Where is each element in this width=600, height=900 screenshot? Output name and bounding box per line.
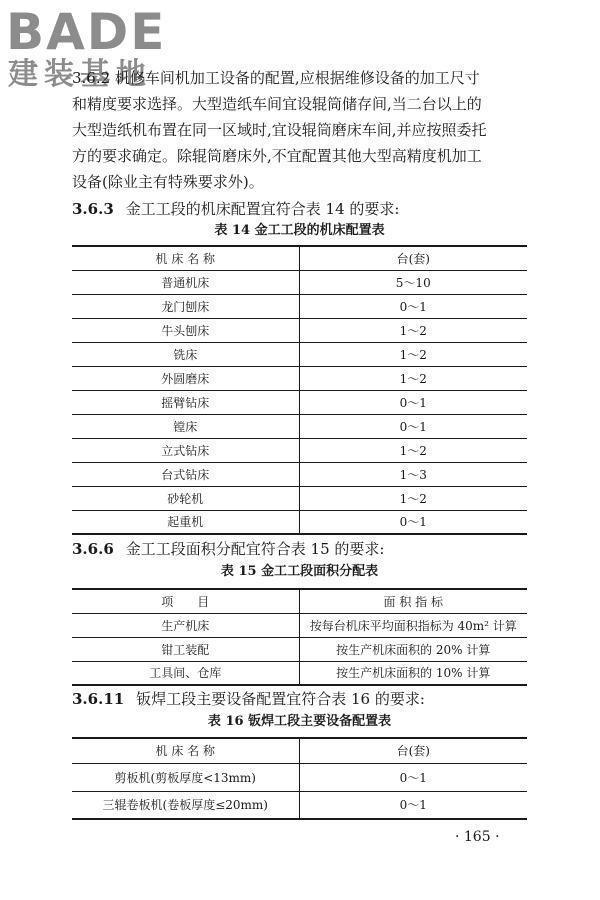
table14-caption: 表 14 金工工段的机床配置表	[214, 223, 385, 238]
table-row	[72, 414, 527, 438]
table-row	[72, 390, 527, 414]
table-cell: 0～1	[299, 414, 527, 438]
section-text: 金工工段面积分配宜符合表 15 的要求:	[125, 540, 385, 558]
table14	[72, 245, 527, 535]
table15	[72, 588, 527, 686]
section-number: 3.6.6	[72, 540, 114, 558]
table-row	[72, 318, 527, 342]
table-cell: 0～1	[299, 510, 527, 534]
watermark-logo-text: BADE	[6, 3, 167, 61]
intro-line-1: 3.6.2 机修车间机加工设备的配置,应根据维修设备的加工尺寸	[72, 69, 480, 87]
table-row	[72, 342, 527, 366]
table-cell: 1～2	[299, 342, 527, 366]
table-cell: 铣床	[72, 342, 299, 366]
table-header-cell: 台(套)	[299, 738, 527, 763]
table15-caption: 表 15 金工工段面积分配表	[220, 564, 379, 579]
table16	[72, 737, 527, 820]
table-row	[72, 294, 527, 318]
table-cell: 按生产机床面积的 20% 计算	[299, 637, 527, 661]
table-row	[72, 613, 527, 637]
table-cell: 5～10	[299, 270, 527, 294]
table-row	[72, 366, 527, 390]
intro-line-4: 方的要求确定。除辊筒磨床外,不宜配置其他大型高精度机加工	[72, 147, 482, 165]
table-row	[72, 661, 527, 685]
section-heading-3-6-11	[72, 688, 425, 710]
table-row	[72, 763, 527, 791]
table-cell: 起重机	[72, 510, 299, 534]
page-number: · 165 ·	[455, 829, 500, 845]
table-cell: 剪板机(剪板厚度<13mm)	[72, 763, 299, 791]
table-cell: 砂轮机	[72, 486, 299, 510]
table-header-cell: 面 积 指 标	[299, 589, 527, 613]
table-cell: 摇臂钻床	[72, 390, 299, 414]
table-header-cell: 机 床 名 称	[72, 738, 299, 763]
table-cell: 0～1	[299, 791, 527, 819]
table-cell: 1～3	[299, 462, 527, 486]
section-number: 3.6.3	[72, 200, 114, 218]
table-cell: 0～1	[299, 390, 527, 414]
table-row	[72, 791, 527, 819]
table16-caption: 表 16 钣焊工段主要设备配置表	[207, 714, 392, 729]
table-row	[72, 510, 527, 534]
table-cell: 0～1	[299, 763, 527, 791]
table-cell: 生产机床	[72, 613, 299, 637]
table-cell: 立式钻床	[72, 438, 299, 462]
table-cell: 1～2	[299, 318, 527, 342]
section-heading-3-6-3	[72, 198, 399, 220]
table-cell: 镗床	[72, 414, 299, 438]
intro-line-2: 和精度要求选择。大型造纸车间宜设辊筒储存间,当二台以上的	[72, 95, 482, 113]
table-cell: 牛头刨床	[72, 318, 299, 342]
table-header-cell: 机 床 名 称	[72, 246, 299, 270]
table-cell: 三辊卷板机(卷板厚度≤20mm)	[72, 791, 299, 819]
section-number: 3.6.11	[72, 690, 125, 708]
table-cell: 工具间、仓库	[72, 661, 299, 685]
table-header-cell: 项 目	[72, 589, 299, 613]
table-cell: 按生产机床面积的 10% 计算	[299, 661, 527, 685]
table-row	[72, 486, 527, 510]
section-text: 钣焊工段主要设备配置宜符合表 16 的要求:	[136, 690, 425, 708]
section-heading-3-6-6	[72, 538, 384, 560]
table-cell: 台式钻床	[72, 462, 299, 486]
table-cell: 0～1	[299, 294, 527, 318]
table-cell: 普通机床	[72, 270, 299, 294]
table-header-cell: 台(套)	[299, 246, 527, 270]
table-cell: 1～2	[299, 438, 527, 462]
intro-line-3: 大型造纸机布置在同一区域时,宜设辊筒磨床车间,并应按照委托	[72, 121, 487, 139]
table-header-row	[72, 738, 527, 763]
intro-line-5: 设备(除业主有特殊要求外)。	[72, 173, 264, 191]
table-cell: 钳工装配	[72, 637, 299, 661]
table-row	[72, 637, 527, 661]
table-cell: 1～2	[299, 366, 527, 390]
watermark-sub-text: 建装基地	[8, 57, 152, 92]
table-row	[72, 270, 527, 294]
table-row	[72, 462, 527, 486]
table-cell: 外圆磨床	[72, 366, 299, 390]
table-header-row	[72, 589, 527, 613]
table-cell: 龙门刨床	[72, 294, 299, 318]
table-header-row	[72, 246, 527, 270]
section-text: 金工工段的机床配置宜符合表 14 的要求:	[125, 200, 400, 218]
table-row	[72, 438, 527, 462]
table-cell: 按每台机床平均面积指标为 40m² 计算	[299, 613, 527, 637]
table-cell: 1～2	[299, 486, 527, 510]
